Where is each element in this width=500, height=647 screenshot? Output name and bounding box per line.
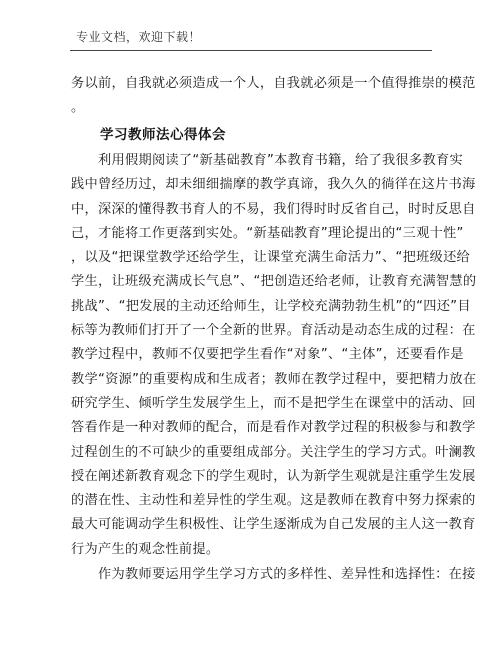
paragraph-1-line: 过程创生的不可缺少的重要组成部分。关注学生的学习方式。叶澜教 [71,444,476,460]
paragraph-1-line: ，以及“把课堂教学还给学生，让课堂充满生命活力”、“把班级还给 [71,250,471,266]
paragraph-1-line: 研究学生、倾听学生发展学生上，而不是把学生在课堂中的活动、回 [71,395,476,411]
paragraph-1-line: 践中曾经历过，却未细细揣摩的教学真谛，我久久的徜徉在这片书海 [71,177,476,193]
paragraph-1-line: 答看作是一种对教师的配合，而是看作对教学过程的积极参与和教学 [71,420,476,436]
paragraph-1-line: 己，才能将工作更落到实处。“新基础教育”理论提出的“三观十性” [71,225,464,241]
paragraph-1-line: 教学“资源”的重要构成和生成者；教师在教学过程中，要把精力放在 [71,371,477,387]
paragraph-1-line: 行为产生的观念性前提。 [71,541,220,557]
header-divider [70,50,432,51]
intro-line-1: 务以前，自我就必须造成一个人，自我就必须是一个值得推崇的模范 [71,76,476,91]
paragraph-1-line: 挑战”、“把发展的主动还给师生，让学校充满勃勃生机”的“四还”目 [71,298,471,314]
paragraph-1-line: 学生，让班级充满成长气息”、“把创造还给老师，让教育充满智慧的 [71,274,477,290]
paragraph-2 [71,563,476,587]
paragraph-1-line: 中，深深的懂得教书育人的不易，我们得时时反省自己，时时反思自 [71,201,476,217]
paragraph-1-line: 利用假期阅读了“新基础教育”本教育书籍，给了我很多教育实 [98,153,463,168]
section-title: 学习教师法心得体会 [100,127,226,143]
paragraph-1-line: 标等为教师们打开了一个全新的世界。育活动是动态生成的过程：在 [71,323,476,339]
paragraph-1 [71,149,477,562]
paragraph-1-line: 授在阐述新教育观念下的学生观时，认为新学生观就是注重学生发展 [71,468,476,484]
paragraph-1-line: 教学过程中，教师不仅要把学生看作“对象”、“主体”，还要看作是 [71,347,464,363]
page-header: 专业文档，欢迎下载！ [76,30,202,44]
paragraph-1-line: 的潜在性、主动性和差异性的学生观。这是教师在教育中努力探索的 [71,493,476,509]
intro-line-2: 。 [71,100,85,116]
paragraph-1-line: 最大可能调动学生积极性、让学生逐渐成为自己发展的主人这一教育 [71,517,476,533]
intro-paragraph [71,72,476,121]
paragraph-2-line: 作为教师要运用学生学习方式的多样性、差异性和选择性：在接 [98,567,476,582]
